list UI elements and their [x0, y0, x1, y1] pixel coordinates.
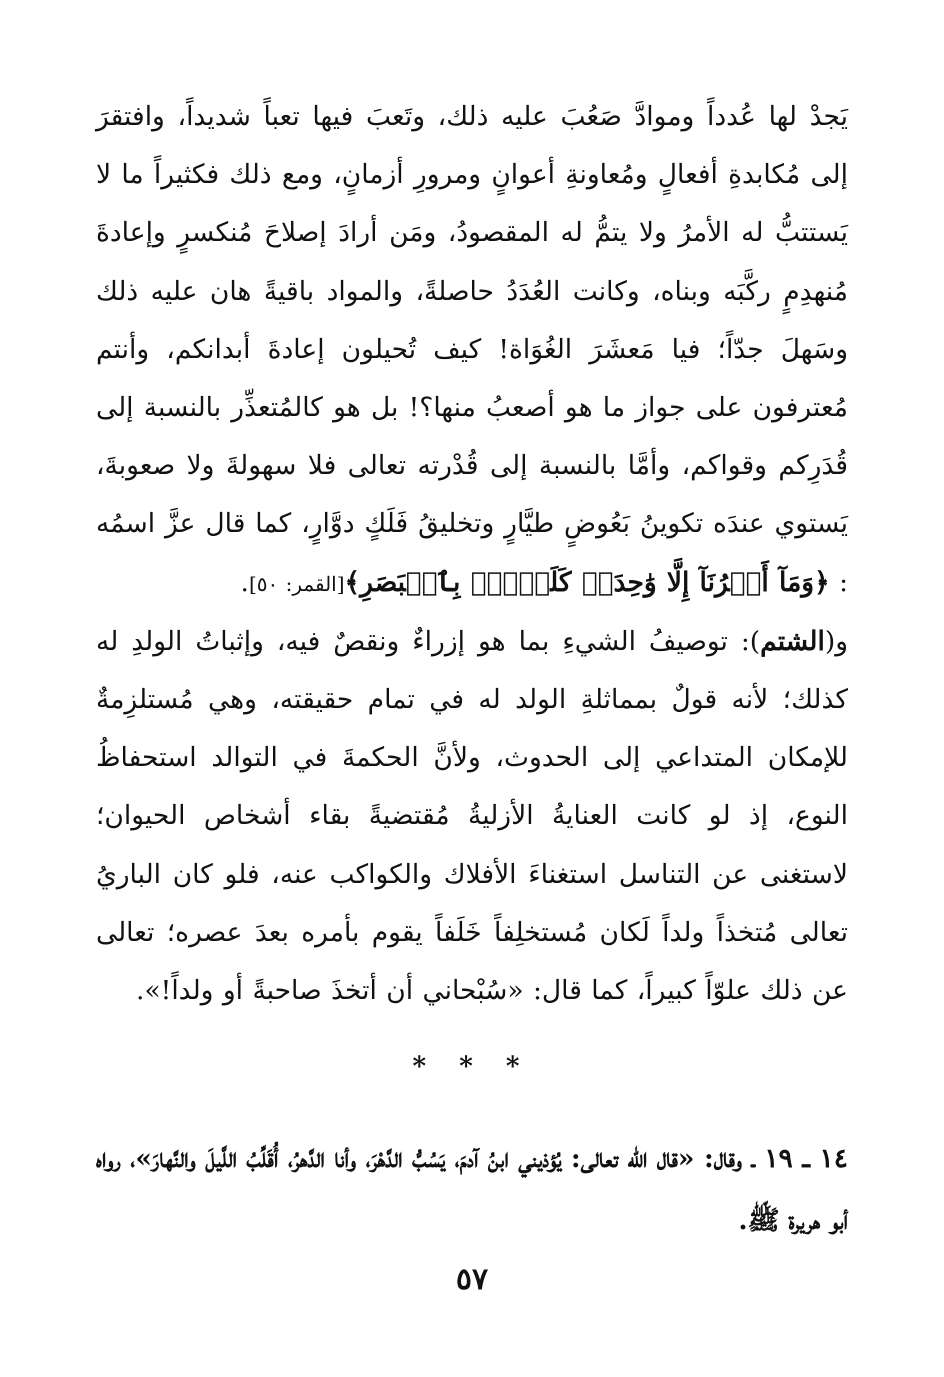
paragraph-2 [96, 613, 848, 1020]
quran-verse: ﴿وَمَآ أَمۡرُنَآ إِلَّا وَٰحِدَةٞ كَلَمۡحِۭ بِٱلۡبَصَرِ﴾ [344, 566, 830, 598]
hadith-text: وقال: «قال الله تعالى: يُؤذيني ابنُ آدمَ، يَسُبُّ الدَّهْرَ، وأنا الدَّهرُ، أُقَلِّبُ اللَّيلَ والنَّهارَ»، [130, 1143, 743, 1174]
hadith-entry [96, 1128, 848, 1252]
verse-reference: [القمر: ٥٠] [248, 571, 345, 596]
paragraph-1 [96, 88, 848, 613]
paragraph-2-lead: و( [824, 625, 848, 657]
main-text [96, 88, 848, 1020]
section-divider: * * * [412, 1052, 532, 1082]
paragraph-2-text: ): توصيفُ الشيءِ بما هو إزراءٌ ونقصٌ فيه، وإثباتُ الولدِ له كذلك؛ لأنه قولٌ بمماثلةِ الولد له في تمام حقيقته، وهي مُستلزِمةٌ للإمكان المتداعي إلى الحدوث، ولأنَّ الحكمةَ في التوالد استحفاظُ النوع، إذ لو كانت العنايةُ الأزليةُ مُقتضيةً بقاء أشخاص الحيوان؛ لاستغنى عن التناسل استغناءَ الأفلاك والكواكب عنه، فلو كان الباريُ تعالى مُتخذاً ولداً لَكان مُستخلِفاً خَلَفاً يقوم بأمره بعدَ عصره؛ تعالى عن ذلك علوّاً كبيراً، كما قال: «سُبْحاني أن أتخذَ صاحبةً أو ولداً!». [96, 625, 848, 1007]
term-label: الشتم [760, 625, 825, 657]
page-number: ٥٧ [455, 1262, 489, 1297]
paragraph-1-end: . [240, 566, 249, 598]
hadith-number: ١٤ ـ ١٩ ـ [751, 1143, 848, 1174]
hadith-narrator: رواه أبو هريرة ﷺ. [96, 1143, 848, 1236]
paragraph-1-text: يَجدْ لها عُدداً وموادَّ صَعُبَ عليه ذلك، وتَعبَ فيها تعباً شديداً، وافتقرَ إلى مُكابدةِ أفعالٍ ومُعاونةِ أعوانٍ ومرورِ أزمانٍ، ومع ذلك فكثيراً ما لا يَستتبُّ له الأمرُ ولا يتمُّ له المقصودُ، ومَن أرادَ إصلاحَ مُنكسرٍ وإعادةَ مُنهدِمٍ ركَّبَه وبناه، وكانت العُدَدُ حاصلةً، والمواد باقيةً هان عليه ذلك وسَهلَ جدّاً؛ فيا مَعشَرَ الغُوَاة! كيف تُحيلون إعادةَ أبدانكم، وأنتم مُعترفون على جواز ما هو أصعبُ منها؟! بل هو كالمُتعذِّر بالنسبة إلى قُدَرِكم وقواكم، وأمَّا بالنسبة إلى قُدْرته تعالى فلا سهولةَ ولا صعوبةَ، يَستوي عندَه تكوينُ بَعُوضٍ طيَّارٍ وتخليقُ فَلَكٍ دوَّارٍ، كما قال عزَّ اسمُه : [96, 101, 848, 598]
